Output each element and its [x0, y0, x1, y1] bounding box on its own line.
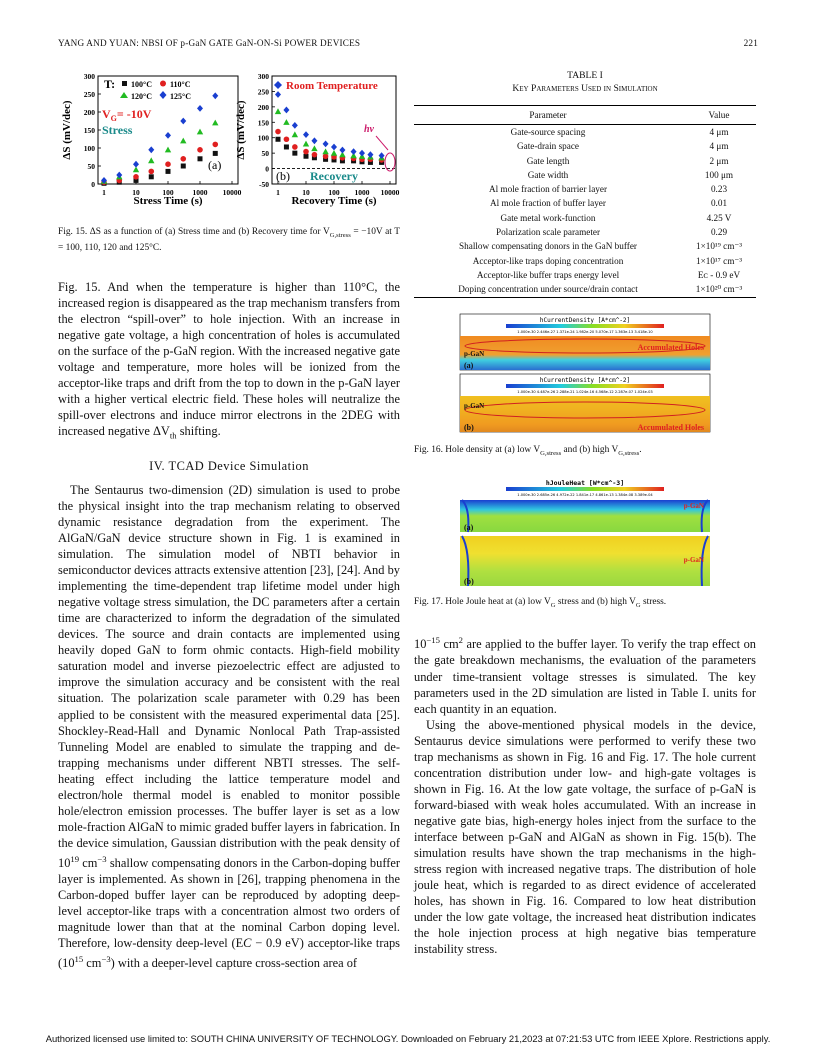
data-point — [212, 120, 218, 126]
data-point — [292, 131, 298, 137]
data-point — [165, 147, 171, 153]
data-point — [359, 150, 365, 157]
x-tick-label: 10 — [132, 188, 140, 197]
table-row — [414, 239, 756, 253]
data-point — [304, 154, 309, 159]
x-tick-label: 1 — [102, 188, 106, 197]
data-point — [180, 118, 186, 125]
data-point — [367, 151, 373, 158]
data-point — [133, 174, 139, 180]
data-point — [116, 172, 122, 179]
legend-label-110: 110°C — [170, 80, 191, 89]
table-cell-parameter: Gate metal work-function — [500, 212, 596, 223]
fig17-scale-values: 1.000e-30 2.685e-26 4.972e-22 1.841e-17 4.861e-13 1.384e-08 3.389e-04 — [517, 492, 653, 497]
right-column — [414, 70, 756, 957]
x-tick-label: 10000 — [222, 188, 242, 197]
data-point — [311, 137, 317, 144]
x-tick-label: 100 — [328, 188, 340, 197]
fig16a-title: hCurrentDensity [A*cm^-2] — [539, 316, 631, 324]
running-title: YANG AND YUAN: NBSI OF p-GaN GATE GaN-ON-Si POWER DEVICES — [58, 38, 361, 48]
y-tick-label: 250 — [83, 90, 95, 99]
left-column — [58, 70, 400, 972]
table-cell-value: 4 μm — [709, 141, 729, 152]
table-cell-parameter: Doping concentration under source/drain contact — [414, 282, 682, 297]
table-cell-value: 4.25 V — [706, 212, 732, 223]
data-point — [165, 132, 171, 139]
table-cell-parameter: Al mole fraction of buffer layer — [490, 198, 606, 209]
data-point — [331, 144, 337, 151]
x-tick-label: 1000 — [192, 188, 208, 197]
data-point — [275, 108, 281, 114]
hv-arrow — [376, 136, 388, 150]
fig16b-label: (b) — [464, 422, 474, 432]
panel-a — [61, 72, 242, 207]
figure-16 — [414, 312, 756, 434]
figure-15-caption: Fig. 15. ΔS as a function of (a) Stress time and (b) Recovery time for $V_{G,stress} = -10V$ at T = 100, 110, 120 and 125°C. — [58, 227, 401, 254]
figure-17 — [414, 478, 756, 590]
table-cell-parameter: Gate width — [527, 169, 569, 180]
table-row — [414, 254, 756, 268]
fig16a-label: (a) — [464, 360, 474, 370]
panel-b-label: (b) — [276, 169, 290, 183]
x-tick-label: 1000 — [354, 188, 370, 197]
running-header — [58, 38, 758, 48]
table-cell-parameter: Acceptor-like traps doping concentration — [472, 255, 624, 266]
fig17a-label: (a) — [464, 522, 474, 532]
y-tick-label: 100 — [257, 133, 269, 143]
y-tick-label: 0 — [265, 164, 269, 174]
legend-label-120: 120°C — [131, 92, 152, 101]
x-tick-label: 10 — [302, 188, 310, 197]
y-tick-label: 200 — [257, 102, 269, 112]
fig16b-scale-values: 1.000e-30 4.487e-26 2.288e-21 1.024e-16 4.568e-12 2.287e-07 1.024e-03 — [517, 389, 653, 394]
paragraph-fig15-discussion: Fig. 15. And when the temperature is higher than 110°C, the increased region is disappeared as the trap mechanism transfers from the electron “spill-over” to hole injection. With an increase in negative gate voltage, a high concentration of holes is accumulated on the surface of the p-GaN region. With the increased negative gate voltage and temperature, more holes will be ionized from the acceptor-like traps and drift from the top to down in the p-GaN layer with a higher vertical electric field. These holes will neutralize the spill-over electrons and induce mirror electrons in the 2DEG with increased negative $\Delta V_{th}$ shifting. — [58, 279, 400, 441]
table-cell-value: 1×10¹⁹ cm⁻³ — [695, 241, 743, 252]
table-row — [414, 211, 756, 225]
data-point — [339, 147, 345, 154]
table-cell-value: 0.01 — [710, 198, 728, 209]
data-point — [303, 149, 309, 155]
data-point — [284, 136, 290, 142]
data-point — [379, 152, 385, 159]
data-point — [351, 148, 357, 155]
y-tick-label: -50 — [259, 180, 269, 189]
footer-license: Authorized licensed use limited to: SOUTH CHINA UNIVERSITY OF TECHNOLOGY. Downloaded on February 21,2023 at 07:21:53 UTC from IEEE Xplore. Restrictions apply. — [45, 1033, 771, 1044]
data-point — [275, 91, 281, 98]
table-cell-value: 2 μm — [709, 155, 729, 166]
hv-annotation: hν — [364, 124, 374, 135]
fig17-title: hJouleHeat [W*cm^-3] — [545, 478, 625, 487]
table-header-row — [414, 106, 756, 125]
y-tick-label: 150 — [257, 118, 269, 128]
table-cell-value: Eᴄ - 0.9 eV — [697, 269, 741, 280]
panel-b-xlabel: Recovery Time (s) — [291, 195, 377, 207]
col-header-value: Value — [682, 106, 756, 125]
panel-b — [235, 72, 400, 207]
data-point — [180, 138, 186, 144]
data-point — [292, 144, 298, 150]
room-temp-marker — [274, 81, 282, 89]
data-point — [213, 151, 218, 156]
panel-b-frame — [272, 76, 396, 184]
figure-15-charts — [58, 70, 400, 222]
fig16b-scalebar — [506, 384, 664, 388]
table-cell-parameter: Gate-source spacing — [510, 127, 586, 137]
data-point — [180, 156, 186, 162]
data-point — [197, 147, 203, 153]
y-tick-label: 250 — [257, 87, 269, 97]
data-point — [181, 164, 186, 169]
panel-b-title: Room Temperature — [286, 80, 378, 92]
y-tick-label: 300 — [83, 72, 95, 81]
table-row — [414, 154, 756, 168]
data-point — [292, 122, 298, 129]
data-point — [331, 150, 337, 156]
x-tick-label: 1 — [276, 188, 280, 197]
fig16a-holes-label: Accumulated Holes — [637, 342, 704, 352]
data-point — [212, 92, 218, 99]
data-point — [197, 105, 203, 112]
stress-annotation: Stress — [102, 123, 133, 137]
fig16b-title: hCurrentDensity [A*cm^-2] — [539, 376, 631, 384]
data-point — [284, 144, 289, 149]
table-row — [414, 268, 756, 282]
data-point — [303, 131, 309, 138]
table-number: TABLE I — [567, 70, 603, 81]
panel-a-label: (a) — [208, 158, 222, 172]
data-point — [149, 174, 154, 179]
figure-16-caption: Fig. 16. Hole density at (a) low $V_{G,stress}$ and (b) high $V_{G,stress}$. — [414, 444, 642, 457]
table-cell-parameter: Gate-drain space — [517, 141, 579, 152]
data-point — [311, 145, 317, 151]
parameters-table — [414, 105, 756, 298]
legend-title: T: — [104, 77, 116, 91]
table-row — [414, 139, 756, 153]
y-tick-label: 150 — [83, 126, 95, 135]
y-tick-label: 50 — [87, 162, 95, 171]
legend-marker-110 — [160, 81, 166, 87]
data-point — [165, 161, 171, 167]
y-tick-label: 50 — [261, 149, 269, 159]
figure-17-caption: Fig. 17. Hole Joule heat at (a) low $V_G$ stress and (b) high $V_G$ stress. — [414, 596, 667, 609]
paragraph-buffer-layer: $10^{-15}$ $cm^2$ are applied to the buffer layer. To verify the trap effect on the gate breakdown mechanisms, the evaluation of the parameters under time-transient voltage stresses is simulated. The key parameters used in the 2D simulation are listed in Table I. units for each quantity in an equation. — [414, 635, 756, 716]
table-cell-parameter: Shallow compensating donors in the GaN buffer — [459, 241, 637, 252]
panel-a-ylabel: ΔS (mV/dec) — [61, 100, 73, 160]
table-row — [414, 168, 756, 182]
fig16a-scalebar — [506, 324, 664, 328]
section-title-tcad: IV. TCAD Device Simulation — [149, 458, 309, 473]
data-point — [212, 142, 218, 148]
table-cell-value: 4 μm — [709, 127, 729, 137]
legend-label-125: 125°C — [170, 92, 191, 101]
table-1 — [414, 70, 756, 298]
data-point — [322, 148, 328, 154]
fig16a-scale-values: 1.000e-30 2.446e-27 1.371e-24 1.982e-20 5.070e-17 1.363e-13 3.418e-10 — [517, 329, 653, 334]
fig16b-holes-label: Accumulated Holes — [637, 422, 704, 432]
page-number: 221 — [743, 38, 758, 48]
legend-marker-125 — [160, 91, 167, 99]
table-cell-parameter: Polarization scale parameter — [495, 227, 601, 238]
table-cell-value: 0.29 — [710, 227, 728, 238]
data-point — [276, 137, 281, 142]
y-tick-label: 0 — [91, 180, 95, 189]
table-row — [414, 182, 756, 196]
table-cell-parameter: Al mole fraction of barrier layer — [488, 184, 608, 195]
data-point — [275, 129, 281, 135]
y-tick-label: 200 — [83, 108, 95, 117]
data-point — [166, 169, 171, 174]
table-cell-value: 1×10²⁰ cm⁻³ — [682, 282, 756, 297]
data-point — [292, 151, 297, 156]
data-point — [198, 156, 203, 161]
recovery-annotation: Recovery — [310, 169, 358, 183]
table-cell-parameter: Acceptor-like buffer traps energy level — [476, 269, 620, 280]
x-tick-label: 100 — [162, 188, 174, 197]
paragraph-tcad: The Sentaurus two-dimension (2D) simulation is used to probe the physical insight into the trap mechanism relating to observed dynamic resistance degradation from the experiment. The AlGaN/GaN device structure shown in Fig. 1 is examined in simulation. The simulation model of NBTI behavior in semiconductor devices attracts extensive attention [23], [24]. And by implementing the time-dependent trap lifetime model under high negative voltage stress simulation, the DC parameters after a certain time are characterized to inform the degradation of the simulated devices. The source and drain contacts are implemented using heavily doped GaN to form ohmic contacts. High-field mobility saturation model and inverse piezoelectric effect are adjusted to improve the simulation accuracy and be consistent with the real situation. The polarization scale parameter with 0.29 has been applied to be consistent with the measured experimental data [25]. Shockley-Read-Hall and Dynamic Nonlocal Path Trap-assisted Tunneling Model are enabled to simulate the trapping and de-trapping mechanisms under different NBTI stresses. The self-heating effect including the lattice temperature model and electron/hole thermal model is enabled to monitor possible hole/electron emission processes. The buffer layer is set as a low mole-fraction AlGaN to mimic graded buffer layers in fabrication. In the device simulation, Gaussian distribution with the peak density of $10^{19}$ $cm^{-3}$ shallow compensating donors in the Carbon-doping buffer layer is implemented. As shown in [26], trapping phenomena in the Carbon-doped buffer layer can be reproduced by adopting deep-level acceptor-like traps with a concentration almost two orders of magnitude lower than that at the nominal Carbon doping level. Therefore, low-density deep-level (EC − 0.9 eV) acceptor-like traps ($10^{15}$ $cm^{-3}$) with a deeper-level capture cross-section area of — [58, 482, 400, 971]
y-tick-label: 300 — [257, 72, 269, 81]
data-point — [323, 140, 329, 147]
fig17b-pgan-label: p-GaN — [683, 555, 704, 564]
fig16a-pgan-label: p-GaN — [464, 349, 485, 358]
fig17b-field — [460, 536, 710, 586]
data-point — [283, 119, 289, 125]
legend-label-100: 100°C — [131, 80, 152, 89]
stress-vg-annotation: $V_G= -10V$ — [102, 107, 152, 123]
fig17a-field — [460, 500, 710, 532]
figure-16-image — [414, 312, 756, 434]
left-body — [58, 279, 400, 972]
panel-b-ylabel: ΔS (mV/dec) — [235, 100, 247, 160]
data-point — [133, 161, 139, 168]
data-point — [197, 129, 203, 135]
table-cell-value: 100 μm — [704, 169, 734, 180]
fig17-scalebar — [506, 487, 664, 491]
figure-15 — [58, 70, 400, 222]
data-point — [148, 146, 154, 153]
table-row — [414, 125, 756, 140]
data-point — [312, 152, 318, 158]
paragraph-simulation-results: Using the above-mentioned physical models in the device, Sentaurus device simulations were performed to verify these two trap mechanisms as shown in Fig. 16 and Fig. 17. The hole current concentration distribution under low- and high-gate voltages is shown in Fig. 16. At the low gate voltage, the surface of p-GaN is forward-biased with weak holes accumulated. With an increase in negative gate bias, high-energy holes inject from the surface to the interface between p-GaN and AlGaN as shown in Fig. 15(b). The simulation results have shown the trap mechanisms in the high-stress region with increased negative traps. The distribution of hole joule heat, which is regarded to as direct evidence of accelerated holes, has shown in Fig. 16. Compared to low heat distribution under the low gate voltage, the increased heat distribution indicates the hole injection process at high negative bias temperature instability stress. — [414, 717, 756, 957]
data-point — [323, 153, 329, 159]
data-point — [303, 141, 309, 147]
y-tick-label: 100 — [83, 144, 95, 153]
table-row — [414, 282, 756, 297]
right-body — [414, 632, 756, 957]
legend-marker-120 — [120, 92, 128, 98]
table-title: Key Parameters Used in Simulation — [512, 82, 658, 94]
fig17b-label: (b) — [464, 576, 474, 586]
data-point — [148, 157, 154, 163]
table-cell-value: 1×10¹⁷ cm⁻³ — [695, 255, 743, 266]
table-cell-value: 0.23 — [710, 184, 728, 195]
legend-marker-100 — [122, 81, 127, 86]
panel-a-xlabel: Stress Time (s) — [133, 195, 203, 207]
x-tick-label: 10000 — [380, 188, 400, 197]
col-header-parameter: Parameter — [414, 106, 682, 125]
fig17a-pgan-label: p-GaN — [683, 501, 704, 510]
fig16b-pgan-label: p-GaN — [464, 401, 485, 410]
table-row — [414, 225, 756, 239]
table-row — [414, 196, 756, 210]
figure-17-image — [414, 478, 756, 590]
data-point — [148, 169, 154, 175]
table-cell-parameter: Gate length — [526, 155, 570, 166]
data-point — [283, 107, 289, 114]
